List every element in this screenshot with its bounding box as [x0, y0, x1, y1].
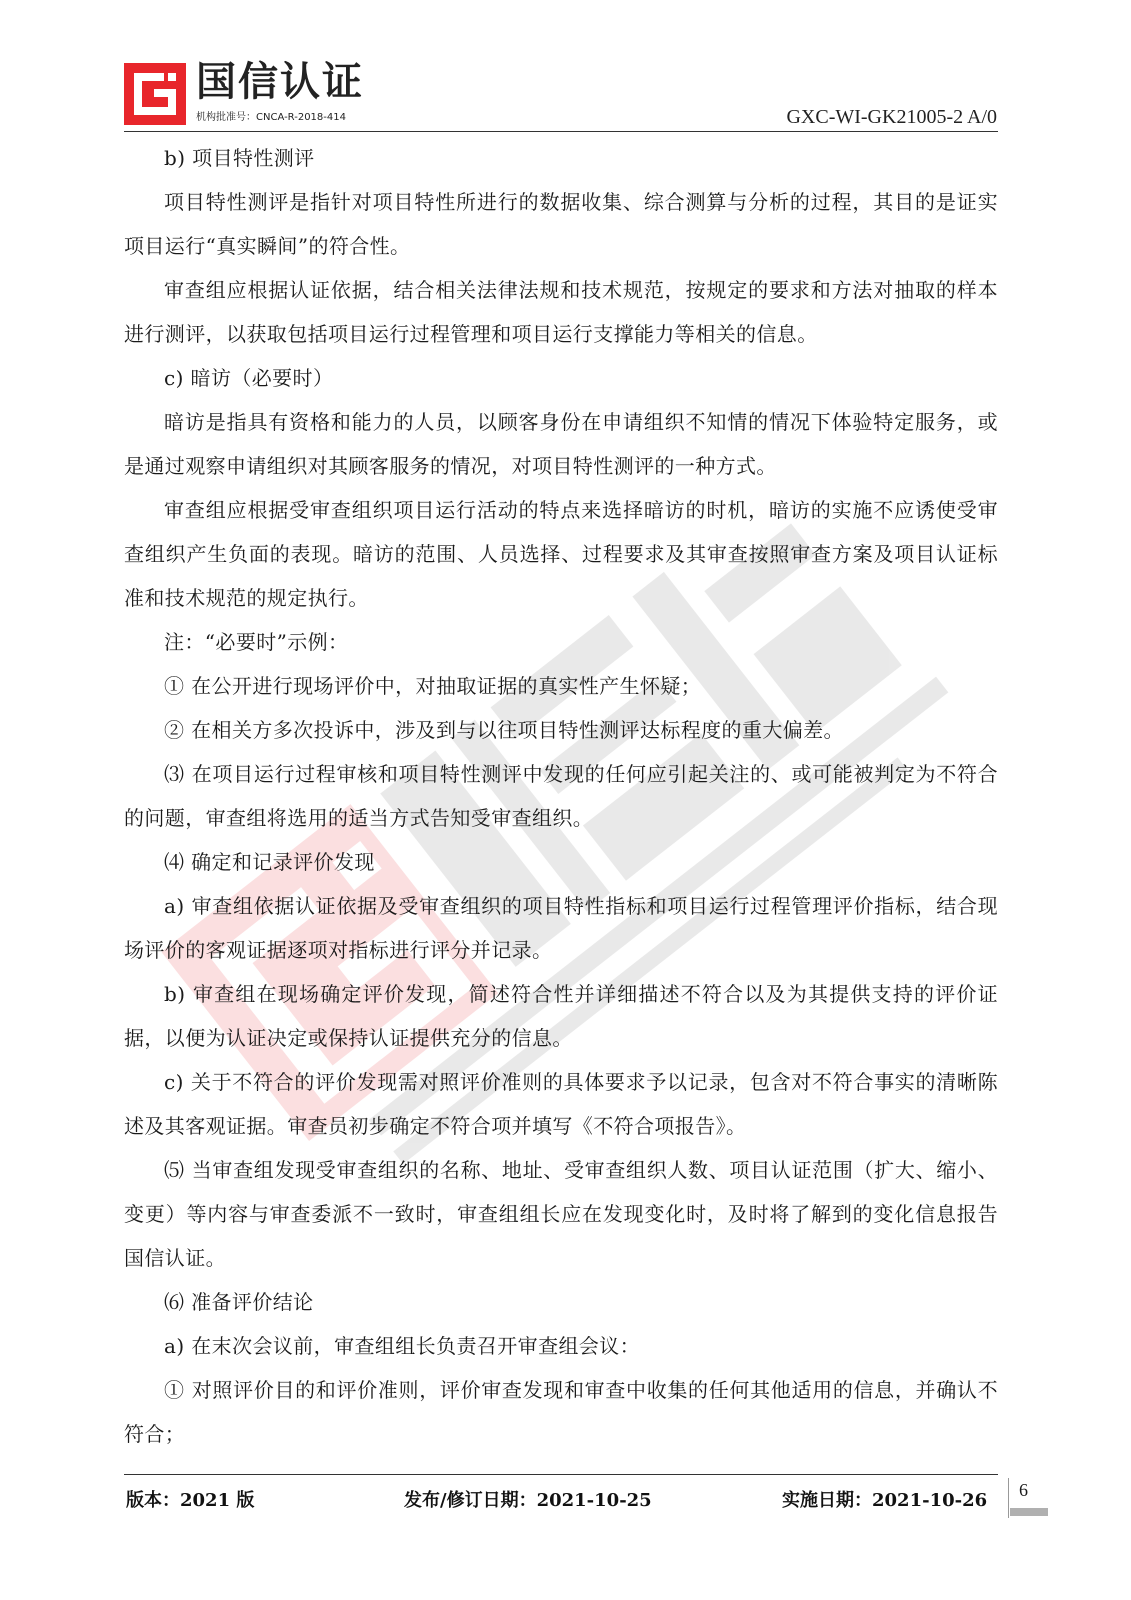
- document-body: [124, 136, 998, 1456]
- body-paragraph: c) 关于不符合的评价发现需对照评价准则的具体要求予以记录，包含对不符合事实的清晰陈述及其客观证据。审查员初步确定不符合项并填写《不符合项报告》。: [124, 1070, 998, 1138]
- body-paragraph: ⑷ 确定和记录评价发现: [164, 850, 375, 874]
- body-paragraph: 审查组应根据受审查组织项目运行活动的特点来选择暗访的时机，暗访的实施不应诱使受审查组织产生负面的表现。暗访的范围、人员选择、过程要求及其审查按照审查方案及项目认证标准和技术规范的规定执行。: [124, 498, 998, 610]
- body-paragraph: c) 暗访（必要时）: [164, 366, 334, 390]
- version-label: 版本：2021 版: [126, 1490, 255, 1511]
- body-paragraph: ② 在相关方多次投诉中，涉及到与以往项目特性测评达标程度的重大偏差。: [164, 718, 844, 742]
- brand-name: 国信认证: [196, 59, 364, 105]
- effective-date-label: 实施日期：2021-10-26: [782, 1490, 988, 1511]
- page-footer: [124, 1488, 1004, 1518]
- body-paragraph: ⑶ 在项目运行过程审核和项目特性测评中发现的任何应引起关注的、或可能被判定为不符合的问题，审查组将选用的适当方式告知受审查组织。: [124, 762, 998, 830]
- page-number-divider: [1008, 1478, 1009, 1518]
- body-paragraph: 审查组应根据认证依据，结合相关法律法规和技术规范，按规定的要求和方法对抽取的样本进行测评，以获取包括项目运行过程管理和项目运行支撑能力等相关的信息。: [124, 278, 998, 346]
- body-paragraph: b) 审查组在现场确定评价发现，简述符合性并详细描述不符合以及为其提供支持的评价证据，以便为认证决定或保持认证提供充分的信息。: [124, 982, 998, 1050]
- body-paragraph: b) 项目特性测评: [164, 146, 315, 170]
- header-divider: [124, 131, 998, 132]
- body-paragraph: a) 审查组依据认证依据及受审查组织的项目特性指标和项目运行过程管理评价指标，结合现场评价的客观证据逐项对指标进行评分并记录。: [124, 894, 998, 962]
- page-number: 6: [1019, 1480, 1028, 1500]
- page-number-bar: [1010, 1508, 1048, 1516]
- approval-number: 机构批准号：CNCA-R-2018-414: [196, 112, 346, 123]
- body-paragraph: 注：“必要时”示例：: [164, 630, 349, 654]
- publish-date-label: 发布/修订日期：2021-10-25: [404, 1490, 652, 1511]
- body-paragraph: ① 在公开进行现场评价中，对抽取证据的真实性产生怀疑；: [164, 674, 702, 698]
- body-paragraph: 项目特性测评是指针对项目特性所进行的数据收集、综合测算与分析的过程，其目的是证实项目运行“真实瞬间”的符合性。: [124, 190, 998, 258]
- body-paragraph: ⑸ 当审查组发现受审查组织的名称、地址、受审查组织人数、项目认证范围（扩大、缩小、变更）等内容与审查委派不一致时，审查组组长应在发现变化时，及时将了解到的变化信息报告国信认证。: [124, 1158, 998, 1270]
- footer-divider: [124, 1474, 998, 1475]
- page-header: [0, 0, 1131, 140]
- document-code: GXC-WI-GK21005-2 A/0: [786, 106, 997, 128]
- body-paragraph: 暗访是指具有资格和能力的人员，以顾客身份在申请组织不知情的情况下体验特定服务，或是通过观察申请组织对其顾客服务的情况，对项目特性测评的一种方式。: [124, 410, 998, 478]
- body-paragraph: ⑹ 准备评价结论: [164, 1290, 314, 1314]
- body-paragraph: a) 在末次会议前，审查组组长负责召开审查组会议：: [164, 1334, 641, 1358]
- guoxin-logo-icon: [124, 63, 186, 125]
- body-paragraph: ① 对照评价目的和评价准则，评价审查发现和审查中收集的任何其他适用的信息，并确认不符合；: [124, 1378, 998, 1446]
